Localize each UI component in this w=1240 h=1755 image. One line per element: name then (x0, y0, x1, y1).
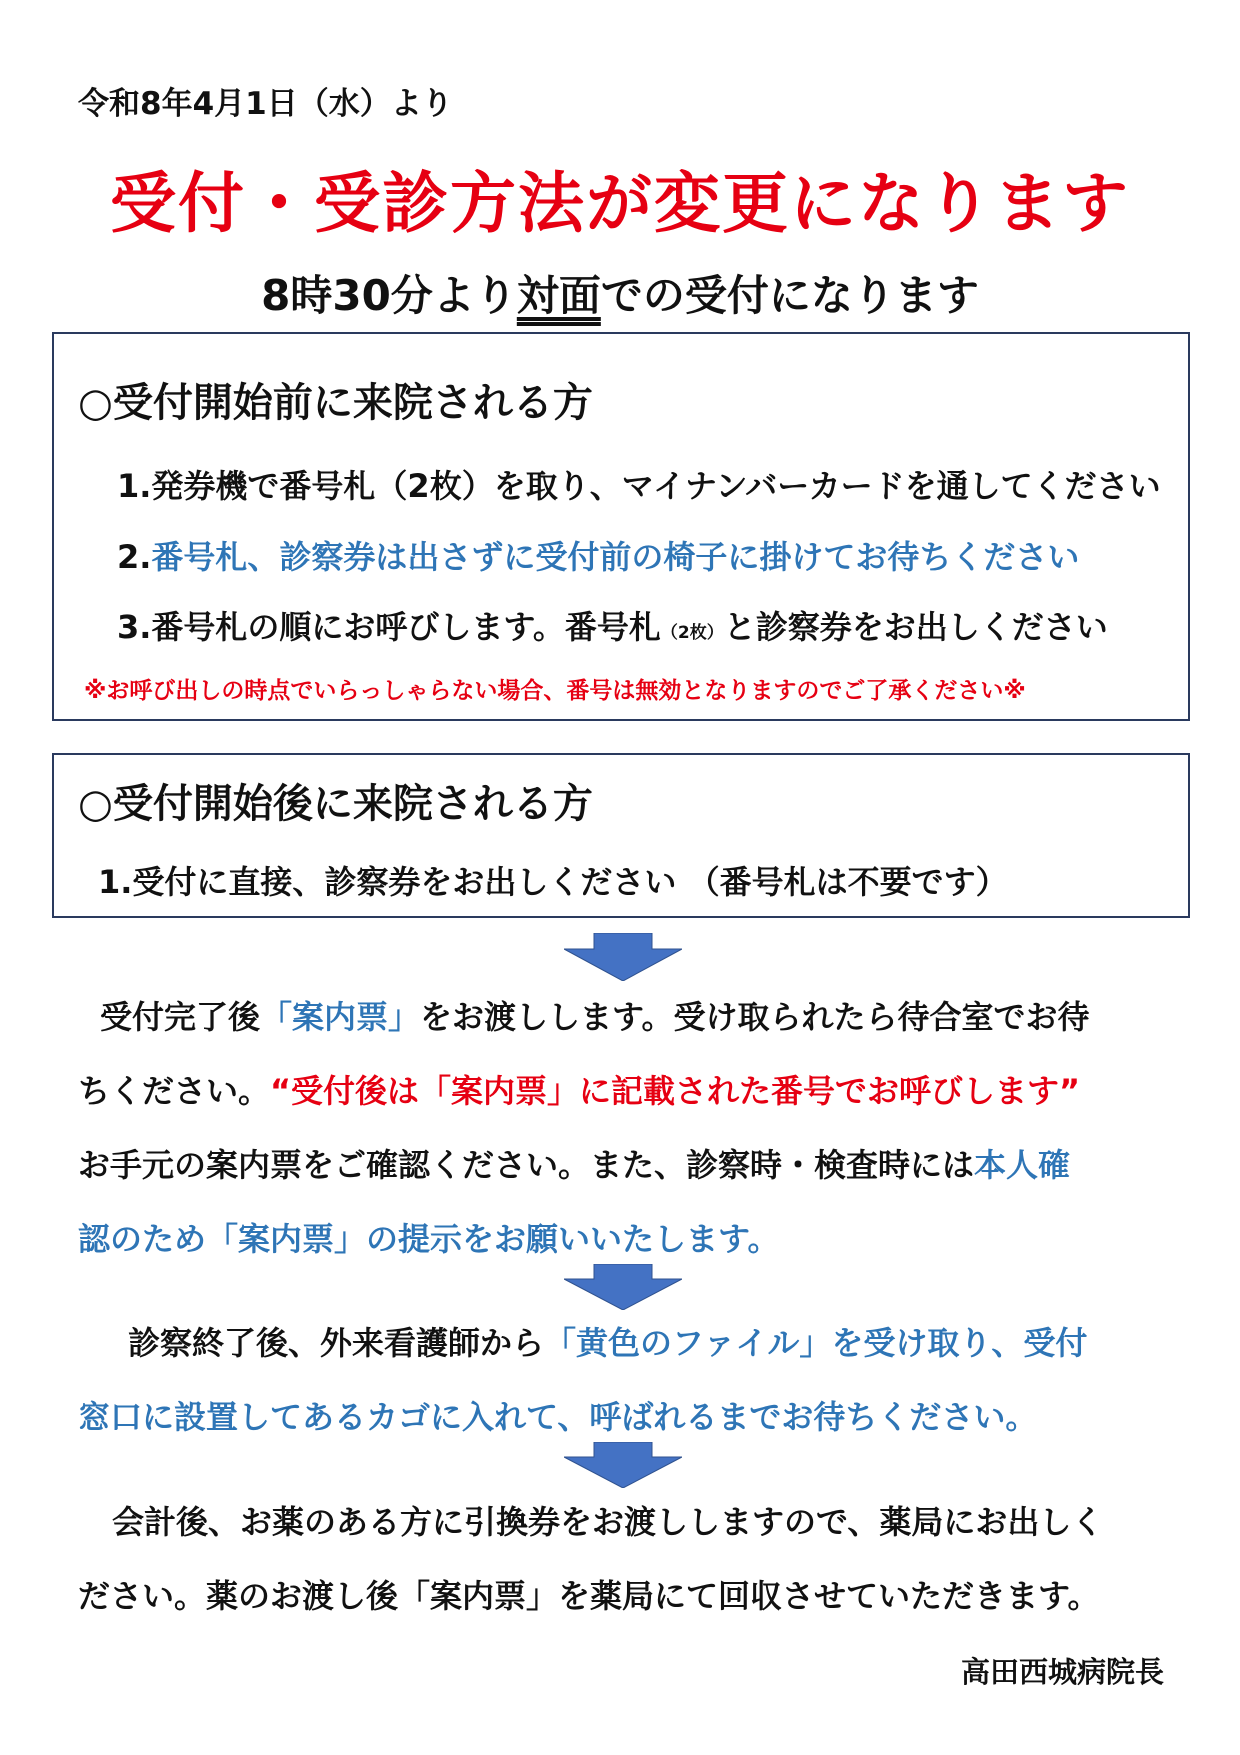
para1-line-4: 認のため「案内票」の提示をお願いいたします。 (78, 1220, 780, 1258)
signature: 高田西城病院長 (960, 1655, 1164, 1689)
para1-l1-a: 受付完了後 (100, 998, 261, 1036)
section1-heading: ○受付開始前に来院される方 (78, 380, 593, 426)
section1-item-2-text: 番号札、診察券は出さずに受付前の椅子に掛けてお待ちください (151, 538, 1080, 576)
para1-l2-b: “受付後は「案内票」に記載された番号でお呼びします” (270, 1072, 1081, 1110)
para1-l3-a: お手元の案内票をご確認ください。また、診察時・検査時には (78, 1146, 975, 1184)
subtitle-pre: 8時30分より (261, 271, 517, 320)
section1-item-2-number: 2. (117, 538, 152, 576)
down-arrow-icon (564, 933, 682, 981)
section1-item-1: 1.発券機で番号札（2枚）を取り、マイナンバーカードを通してください (117, 467, 1161, 505)
section1-item-3-small: （2枚） (660, 623, 724, 643)
para1-l3-b: 本人確 (974, 1146, 1071, 1184)
section-before-opening (52, 332, 1190, 721)
para1-line-3 (78, 1140, 1070, 1186)
effective-date: 令和8年4月1日（水）より (78, 86, 453, 122)
para1-line-1 (100, 992, 1089, 1038)
para2-l1-b: 「黄色のファイル」を受け取り、受付 (544, 1324, 1088, 1362)
para3-line-2: ださい。薬のお渡し後「案内票」を薬局にて回収させていただきます。 (78, 1577, 1100, 1615)
para1-l2-a: ちください。 (78, 1072, 271, 1110)
para2-l1-a: 診察終了後、外来看護師から (128, 1324, 545, 1362)
section2-heading: ○受付開始後に来院される方 (78, 781, 593, 827)
section1-item-2 (117, 532, 1079, 578)
subtitle-emphasis: 対面 (516, 271, 601, 320)
para1-l1-c: をお渡しします。受け取られたら待合室でお待 (420, 998, 1090, 1036)
section1-item-3-b: と診察券をお出しください (723, 608, 1108, 646)
para1-line-2 (78, 1066, 1080, 1112)
down-arrow-icon (564, 1264, 682, 1310)
down-arrow-icon (564, 1442, 682, 1488)
section1-note: ※お呼び出しの時点でいらっしゃらない場合、番号は無効となりますのでご了承ください※ (84, 678, 1026, 704)
notice-title: 受付・受診方法が変更になります (110, 165, 1130, 242)
para3-line-1: 会計後、お薬のある方に引換券をお渡ししますので、薬局にお出しく (112, 1503, 1104, 1541)
section1-item-3-a: 3.番号札の順にお呼びします。番号札 (117, 608, 661, 646)
para2-line-2: 窓口に設置してあるカゴに入れて、呼ばれるまでお待ちください。 (78, 1398, 1038, 1436)
section-after-opening (52, 753, 1190, 918)
section1-item-3 (117, 602, 1108, 648)
subtitle-post: での受付になります (600, 271, 979, 320)
section2-item-1: 1.受付に直接、診察券をお出しください （番号札は不要です） (98, 863, 1008, 901)
notice-subtitle (0, 263, 1240, 323)
para1-l1-b: 「案内票」 (260, 998, 421, 1036)
para2-line-1 (128, 1318, 1087, 1364)
